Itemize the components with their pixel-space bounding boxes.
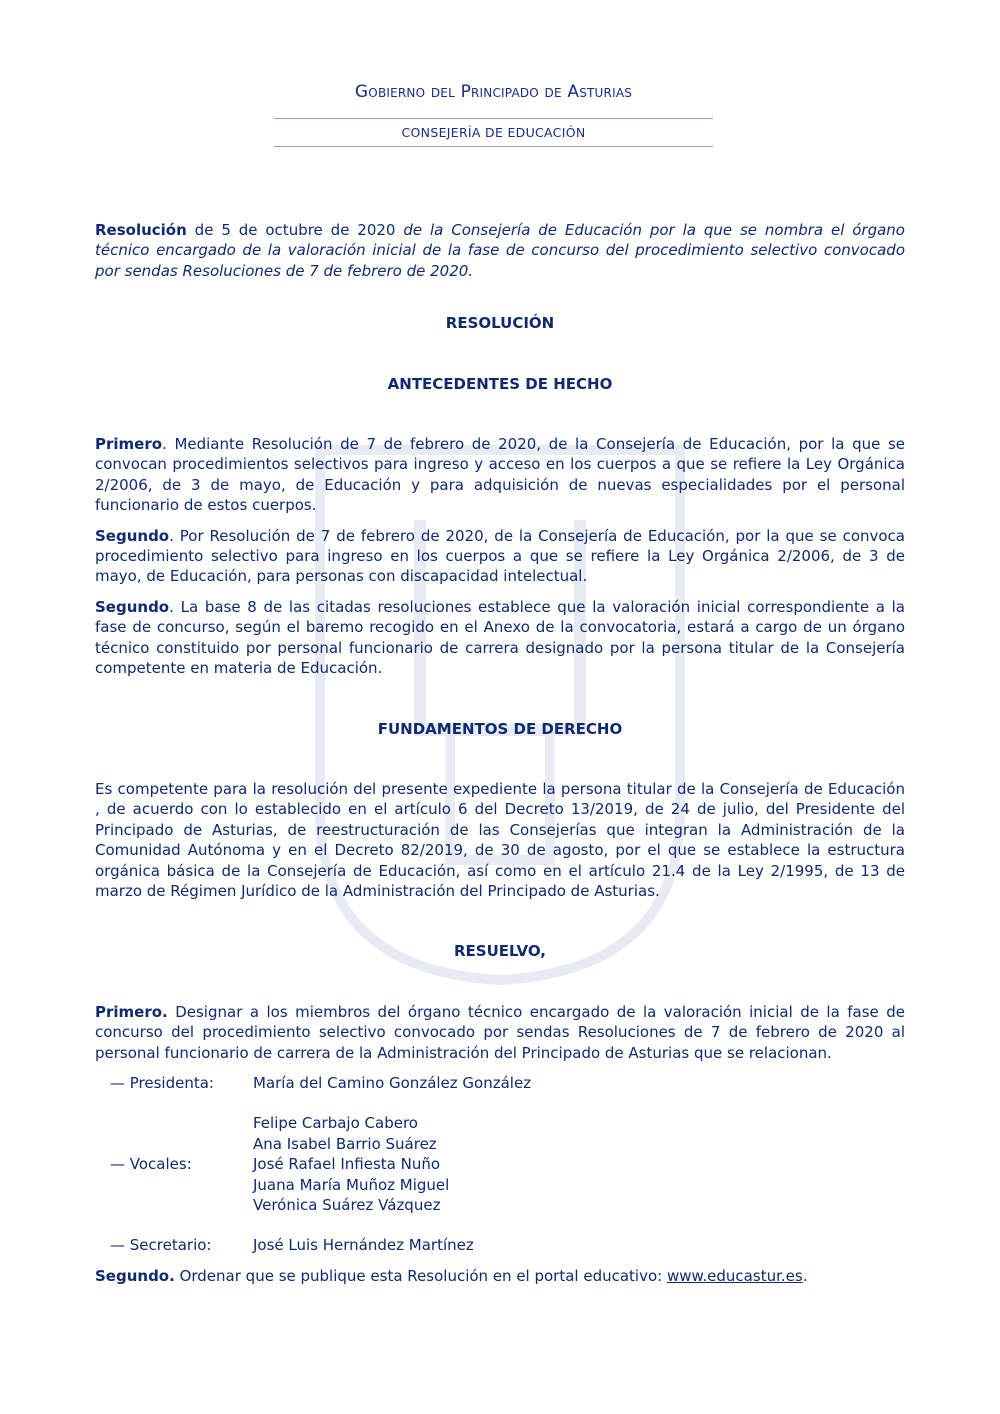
header-rule-top [274, 118, 713, 119]
member-name: Felipe Carbajo Cabero [253, 1114, 418, 1133]
members-list [110, 1073, 905, 1256]
antecedente-text: . Por Resolución de 7 de febrero de 2020, de la Consejería de Educación, por la que se convoca procedimiento selectivo para ingreso en los cuerpos a que se refiere la Ley Orgánica 2/2006, de 3 de mayo, de Educación, para personas con discapacidad intelectual. [95, 526, 905, 586]
member-presidenta [110, 1073, 905, 1093]
antecedente-tercero [95, 597, 905, 679]
heading-fundamentos: FUNDAMENTOS DE DERECHO [377, 719, 623, 738]
role-label: — Presidenta: [110, 1073, 214, 1092]
member-name: Verónica Suárez Vázquez [253, 1196, 441, 1214]
member-name: José Luis Hernández Martínez [253, 1236, 474, 1255]
antecedente-text: . Mediante Resolución de 7 de febrero de 2020, de la Consejería de Educación, por la que se convocan procedimientos selectivos para ingreso y acceso en los cuerpos a que se refiere la Ley Orgánica 2/2006, de 3 de mayo, de Educación y para adquisición de nuevas especialidades por el personal funcionario de estos cuerpos. [95, 435, 905, 515]
intro-italic: de la Consejería de Educación por la que se nombra el órgano técnico encargado de la valoración inicial de la fase de concurso del procedimiento selectivo convocado por sendas Resoluciones de 7 de febrero de 2020. [95, 221, 905, 280]
sentence-end: . [802, 1266, 808, 1285]
member-name: Ana Isabel Barrio Suárez [253, 1134, 437, 1153]
antecedente-segundo [95, 526, 905, 587]
member-name: José Rafael Infiesta Nuño [253, 1155, 441, 1174]
department-title: CONSEJERÍA DE EDUCACIÓN [401, 125, 586, 140]
intro-bold: Resolución [95, 221, 187, 239]
resuelvo-text: Designar a los miembros del órgano técnico encargado de la valoración inicial de la fase de concurso del procedimiento selectivo convocado por sendas Resoluciones de 7 de febrero de 2020 al personal funcionario de carrera de la Administración del Principado de Asturias que se relacionan. [95, 1002, 905, 1062]
antecedente-label: Segundo [95, 526, 170, 545]
antecedente-label: Segundo [95, 597, 170, 616]
fundamentos-text: Es competente para la resolución del presente expediente la persona titular de la Consejería de Educación , de acuerdo con lo establecido en el artículo 6 del Decreto 13/2019, de 24 de julio, del Presidente del Principado de Asturias, de reestructuración de las Consejerías que integran la Administración de la Comunidad Autónoma y en el Decreto 82/2019, de 30 de agosto, por el que se establece la estructura orgánica básica de la Consejería de Educación, así como en el artículo 21.4 de la Ley 2/1995, de 13 de marzo de Régimen Jurídico de la Administración del Principado de Asturias. [95, 779, 905, 900]
resuelvo-segundo [95, 1266, 905, 1286]
antecedente-label: Primero [95, 435, 163, 454]
header-rule-bottom [274, 146, 713, 147]
role-label: — Vocales: [110, 1155, 192, 1174]
resuelvo-text: Ordenar que se publique esta Resolución en el portal educativo: [174, 1266, 667, 1285]
letterhead [274, 78, 713, 140]
resuelvo-label: Segundo. [95, 1266, 175, 1285]
heading-resolucion: RESOLUCIÓN [445, 314, 555, 333]
heading-antecedentes: ANTECEDENTES DE HECHO [387, 374, 613, 393]
member-name: María del Camino González González [253, 1073, 532, 1092]
member-name: Juana María Muñoz Miguel [253, 1175, 450, 1194]
member-vocales [110, 1113, 905, 1215]
antecedente-primero [95, 434, 905, 516]
resuelvo-primero [95, 1002, 905, 1063]
antecedente-text: . La base 8 de las citadas resoluciones establece que la valoración inicial correspondiente a la fase de concurso, según el baremo recogido en el Anexo de la convocatoria, estará a cargo de un órgano técnico constituido por personal funcionario de carrera designado por la persona titular de la Consejería competente en materia de Educación. [95, 597, 905, 678]
resolution-title [95, 220, 905, 281]
vocales-names [253, 1113, 449, 1215]
resuelvo-label: Primero. [95, 1002, 168, 1021]
government-title: Gobierno del Principado de Asturias [354, 82, 633, 102]
educastur-link[interactable]: www.educastur.es [666, 1266, 803, 1285]
intro-plain: de 5 de octubre de 2020 [186, 221, 404, 239]
member-secretario [110, 1235, 905, 1255]
role-label: — Secretario: [110, 1236, 212, 1255]
heading-resuelvo: RESUELVO, [454, 942, 546, 961]
document-body [95, 220, 905, 1286]
